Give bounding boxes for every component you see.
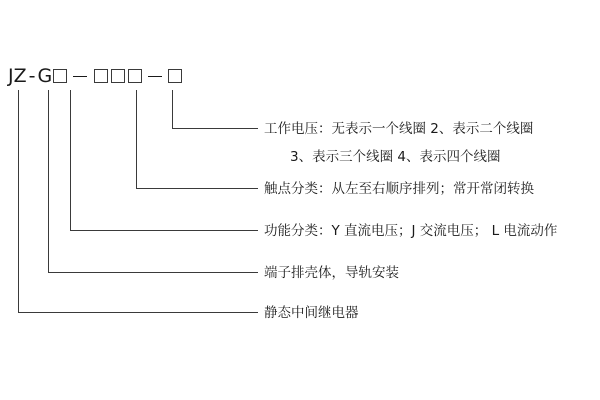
callout-working-voltage-line1: 工作电压：无表示一个线圈 2、表示二个线圈 <box>264 121 534 137</box>
leader-horizontal-terminal <box>48 272 258 273</box>
code-letter-z: Z <box>13 64 27 87</box>
code-letter-j: J <box>8 64 14 87</box>
leader-horizontal-function <box>70 230 258 231</box>
code-box-contact-2 <box>111 69 125 83</box>
code-box-voltage <box>168 69 182 83</box>
callout-function-classification: 功能分类：Y 直流电压；J 交流电压； L 电流动作 <box>264 223 558 239</box>
leader-vertical-function <box>70 90 71 230</box>
leader-horizontal-product <box>18 312 258 313</box>
leader-vertical-contact <box>136 90 137 188</box>
code-dash-2 <box>148 76 162 77</box>
leader-vertical-working-voltage <box>172 90 173 128</box>
model-code-row <box>8 62 183 90</box>
callout-working-voltage-line2: 3、表示三个线圈 4、表示四个线圈 <box>290 149 501 165</box>
code-letter-g: G <box>37 64 53 87</box>
code-hyphen: - <box>28 64 36 87</box>
leader-vertical-terminal <box>48 90 49 272</box>
leader-horizontal-working-voltage <box>172 128 258 129</box>
callout-contact-classification: 触点分类：从左至右顺序排列；常开常闭转换 <box>264 181 534 197</box>
callout-product-name: 静态中间继电器 <box>264 305 359 321</box>
leader-vertical-product <box>18 90 19 312</box>
code-box-group-contacts <box>92 69 143 83</box>
code-box-function <box>53 69 67 83</box>
code-box-contact-1 <box>94 69 108 83</box>
leader-horizontal-contact <box>136 188 258 189</box>
callout-terminal-case: 端子排壳体，导轨安装 <box>264 265 399 281</box>
code-box-contact-3 <box>128 69 142 83</box>
code-dash-1 <box>73 76 87 77</box>
